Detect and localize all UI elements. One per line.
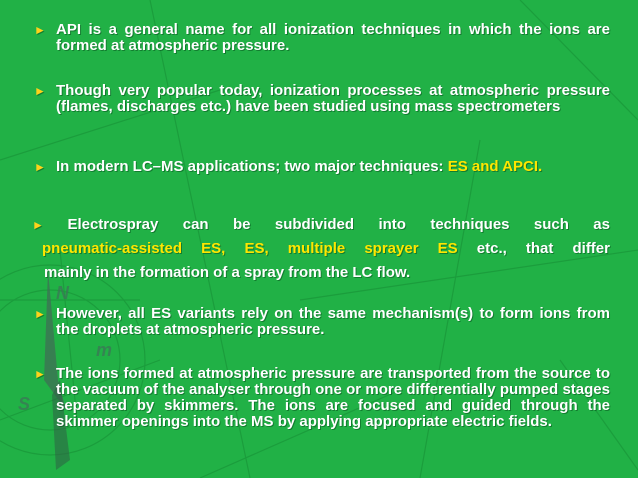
triangle-bullet-icon: ► (34, 367, 46, 381)
bullet-text: However, all ES variants rely on the same mechanism(s) to form ions from the droplets at atmospheric pressure. (56, 305, 610, 338)
triangle-bullet-icon: ► (32, 218, 68, 232)
bullet-line: mainly in the formation of a spray from the LC flow. (44, 264, 411, 281)
bullet-text: Though very popular today, ionization processes at atmospheric pressure (flames, discharges etc.) have been studied using mass spectrometers (56, 82, 610, 115)
highlight-text: ES and APCI. (447, 158, 543, 175)
bullet-item-6 (34, 365, 610, 430)
compass-letter-m: m (96, 340, 113, 360)
bullet-item-3 (34, 158, 610, 175)
triangle-bullet-icon: ► (34, 23, 46, 37)
bullet-text: etc., that differ (457, 240, 610, 257)
compass-letter-s: S (18, 394, 31, 414)
bullet-line (32, 237, 610, 261)
bullet-text: The ions formed at atmospheric pressure are transported from the source to the vacuum of the analyser through one or more differentially pumped stages separated by skimmers. The ions are focused and guided through the skimmer openings into the MS by applying appropriate electric fields. (56, 365, 610, 430)
bullet-item-4 (32, 213, 610, 285)
bullet-item-1 (34, 21, 610, 54)
compass-letter-n: N (56, 283, 69, 303)
bullet-text: API is a general name for all ionization techniques in which the ions are formed at atmospheric pressure. (56, 21, 610, 54)
triangle-bullet-icon: ► (34, 84, 46, 98)
bullet-line (32, 213, 610, 237)
bullet-item-2 (34, 82, 610, 115)
highlight-text: pneumatic-assisted ES, ES, multiple sprayer ES (42, 240, 458, 257)
bullet-text: Electrospray can be subdivided into techniques such as (67, 216, 610, 233)
bullet-item-5 (34, 305, 610, 338)
triangle-bullet-icon: ► (34, 160, 46, 174)
bullet-text: In modern LC–MS applications; two major techniques: (56, 158, 448, 175)
triangle-bullet-icon: ► (34, 307, 46, 321)
